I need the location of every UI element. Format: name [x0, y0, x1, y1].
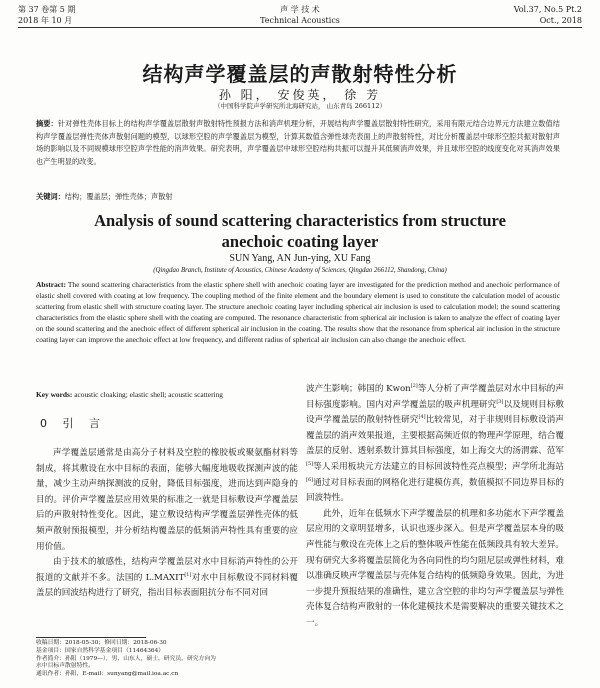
citation: [1] — [184, 571, 192, 578]
abstract-en-label: Abstract: — [36, 280, 66, 289]
citation: [3] — [496, 398, 504, 405]
citation: [4] — [418, 414, 426, 421]
citation: [5] — [306, 461, 314, 468]
keywords-cn — [36, 191, 560, 203]
authors-en: SUN Yang, AN Jun-ying, XU Fang — [229, 253, 371, 264]
paper-title-cn: 结构声学覆盖层的声散射特性分析 — [142, 62, 458, 86]
footnote — [36, 640, 298, 679]
abstract-cn-label: 摘要： — [36, 119, 58, 128]
body-paragraph: 此外，近年在低频水下声学覆盖层的机理和多功能水下声学覆盖层应用的文章明显增多，认识也逐步深入。但是声学覆盖层本身的吸声性能与敷设在壳体上之后的整体吸声性能在低频段具有较大差异。现有研究大多将覆盖层简化为各向同性的均匀阻尼层或弹性材料，难以准确反映声学覆盖层与壳体复合结构的低频隐身效果。因此，为进一步提升预报结果的准确性，建立含空腔的非均匀声学覆盖层与弹性壳体复合结构声散射的一体化建模技术是需要解决的重要关键技术之一。 — [306, 508, 564, 628]
header-journal-cn: 声 学 技 术 — [280, 5, 320, 14]
header-volume: 第 37 卷第 5 期 — [18, 5, 76, 14]
abstract-en — [36, 280, 560, 345]
header-center — [18, 4, 582, 26]
body-column-left — [36, 446, 298, 602]
keywords-cn-label: 关键词： — [36, 192, 65, 201]
keywords-en-text: acoustic cloaking; elastic shell; acoustic scattering — [74, 390, 223, 399]
authors-cn: 孙 阳， 安俊英， 徐 芳 — [218, 88, 382, 102]
footnote-author-cont: 水中目标声散射特性。 — [36, 663, 94, 670]
body-column-right — [306, 382, 564, 632]
section-title: 引 言 — [62, 417, 106, 430]
header-right — [514, 4, 582, 26]
header-rule — [18, 27, 582, 28]
footnote-corresponding: 通讯作者：孙阳，E-mail：sunyang@mail.ioa.ac.cn — [36, 671, 179, 678]
abstract-cn-text: 针对弹性壳体目标上的结构声学覆盖层散射声散射特性预报方法和消声机理分析，开展结构声学覆盖层散射特性研究，采用有限元结合边界元方法建立数值结构声学覆盖层弹性壳体声散射问题的模型，以球形空腔的声学覆盖层为模型，计算其数值含弹性球壳表面上的声散射特性，对比分析覆盖层中球形空腔共振对散射声场的影响以及不同规模球形空腔声学性能的消声效果。研究表明，声学覆盖层中球形空腔结构共振可以提升其低频消声效果，并且球形空腔的线度变化对其消声效果也产生明显的改变。 — [36, 119, 560, 166]
keywords-cn-text: 结构；覆盖层；弹性壳体；声散射 — [64, 192, 173, 201]
citation: [6] — [306, 476, 314, 483]
abstract-cn — [36, 118, 560, 168]
body-paragraph: 由于技术的敏感性，结构声学覆盖层对水中目标消声特性的公开报道的文献并不多。法国的 L.MAXIT[1]对水中目标敷设不同材料覆盖层的回波结构进行了研究，指出目标表面阻抗分布不同对回 — [36, 557, 298, 599]
header-volume-en: Vol.37, No.5 Pt.2 — [513, 5, 582, 14]
running-header — [18, 4, 582, 28]
citation: [2] — [410, 383, 418, 390]
section-number: 0 — [40, 417, 53, 430]
body-paragraph: 波产生影响；韩国的 Kwon[2]等人分析了声学覆盖层对水中目标的声目标强度影响。国内对声学覆盖层的吸声机理研究[3]以及规则目标敷设声学覆盖层的散射特性研究[4]比较常见，对于非规则目标敷设消声覆盖层的消声效果报道，主要根据高频近似的物理声学原理，结合覆盖层的反射、透射系数计算其目标强度，如上海交大的汤渭霖、范军[5]等人采用板块元方法建立的目标回波特性亮点模型；声学所北海站[6]通过对目标表面的网格化进行建模仿真，数值模拟不同边界目标的回波特性。 — [306, 383, 564, 504]
keywords-en-label: Key words: — [36, 390, 73, 399]
section-heading-intro — [40, 415, 106, 431]
header-date-en: Oct., 2018 — [539, 16, 582, 25]
footnote-rule — [36, 637, 146, 638]
footnote-author: 作者简介：孙阳（1979—），男，山东人，硕士，研究员，研究方向为 — [36, 655, 216, 662]
footnote-received: 收稿日期：2018-05-30；修回日期：2018-06-30 — [36, 640, 167, 646]
header-date-cn: 2018 年 10 月 — [18, 16, 73, 25]
abstract-en-text: The sound scattering characteristics from the elastic sphere shell with anechoic coating layer are investigated for the prediction method and anechoic performance of elastic shell covered with coating at low frequency. The coupling method of the finite element and the boundary element is used to constitute the calculation model of acoustic scattering from elastic shell with structure coating layer. The structure anechoic coating layer including spherical air inclusion is used to calculation model; the sound scattering characteristics from the elastic sphere shell with the coating are computed. The resonance characteristic from spherical air inclusion is taken to analyze the effect of coating layer on the sound scattering and the anechoic effect of different spherical air inclusion in the coating. The results show that the resonance from spherical air inclusion in the structure coating layer can improve the anechoic effect at low frequency, and different radius of spherical air inclusion can also change the anechoic effect. — [36, 280, 560, 344]
paper-title-en — [40, 210, 560, 252]
affiliation-en: (Qingdao Branch, Institute of Acoustics, Chinese Academy of Sciences, Qingdao 266112, Shandong, China) — [153, 267, 447, 274]
affiliation-cn: （中国科学院声学研究所北海研究站， 山东青岛 266112） — [214, 102, 386, 110]
footnote-funding: 基金项目：国家自然科学基金项目（11464364） — [36, 647, 165, 654]
body-paragraph: 声学覆盖层通常是由高分子材料及空腔的橡胶板或聚氨酯材料等制成，将其敷设在水中目标的表面，能够大幅度地吸收探测声波的能量，减少主动声纳探测波的反射，降低目标强度，进而达到声隐身的目的。评价声学覆盖层应用效果的标准之一就是目标敷设声学覆盖层后的声散射特性变化。因此，建立敷设结构声学覆盖层弹性壳体的低频声散射预报模型，并分析结构覆盖层的低频消声特性具有重要的应用价值。 — [36, 448, 298, 552]
paper-title-en-line2: anechoic coating layer — [221, 232, 379, 251]
header-journal-en: Technical Acoustics — [260, 16, 340, 25]
paper-title-en-line1: Analysis of sound scattering characteristics from structure — [94, 211, 506, 230]
